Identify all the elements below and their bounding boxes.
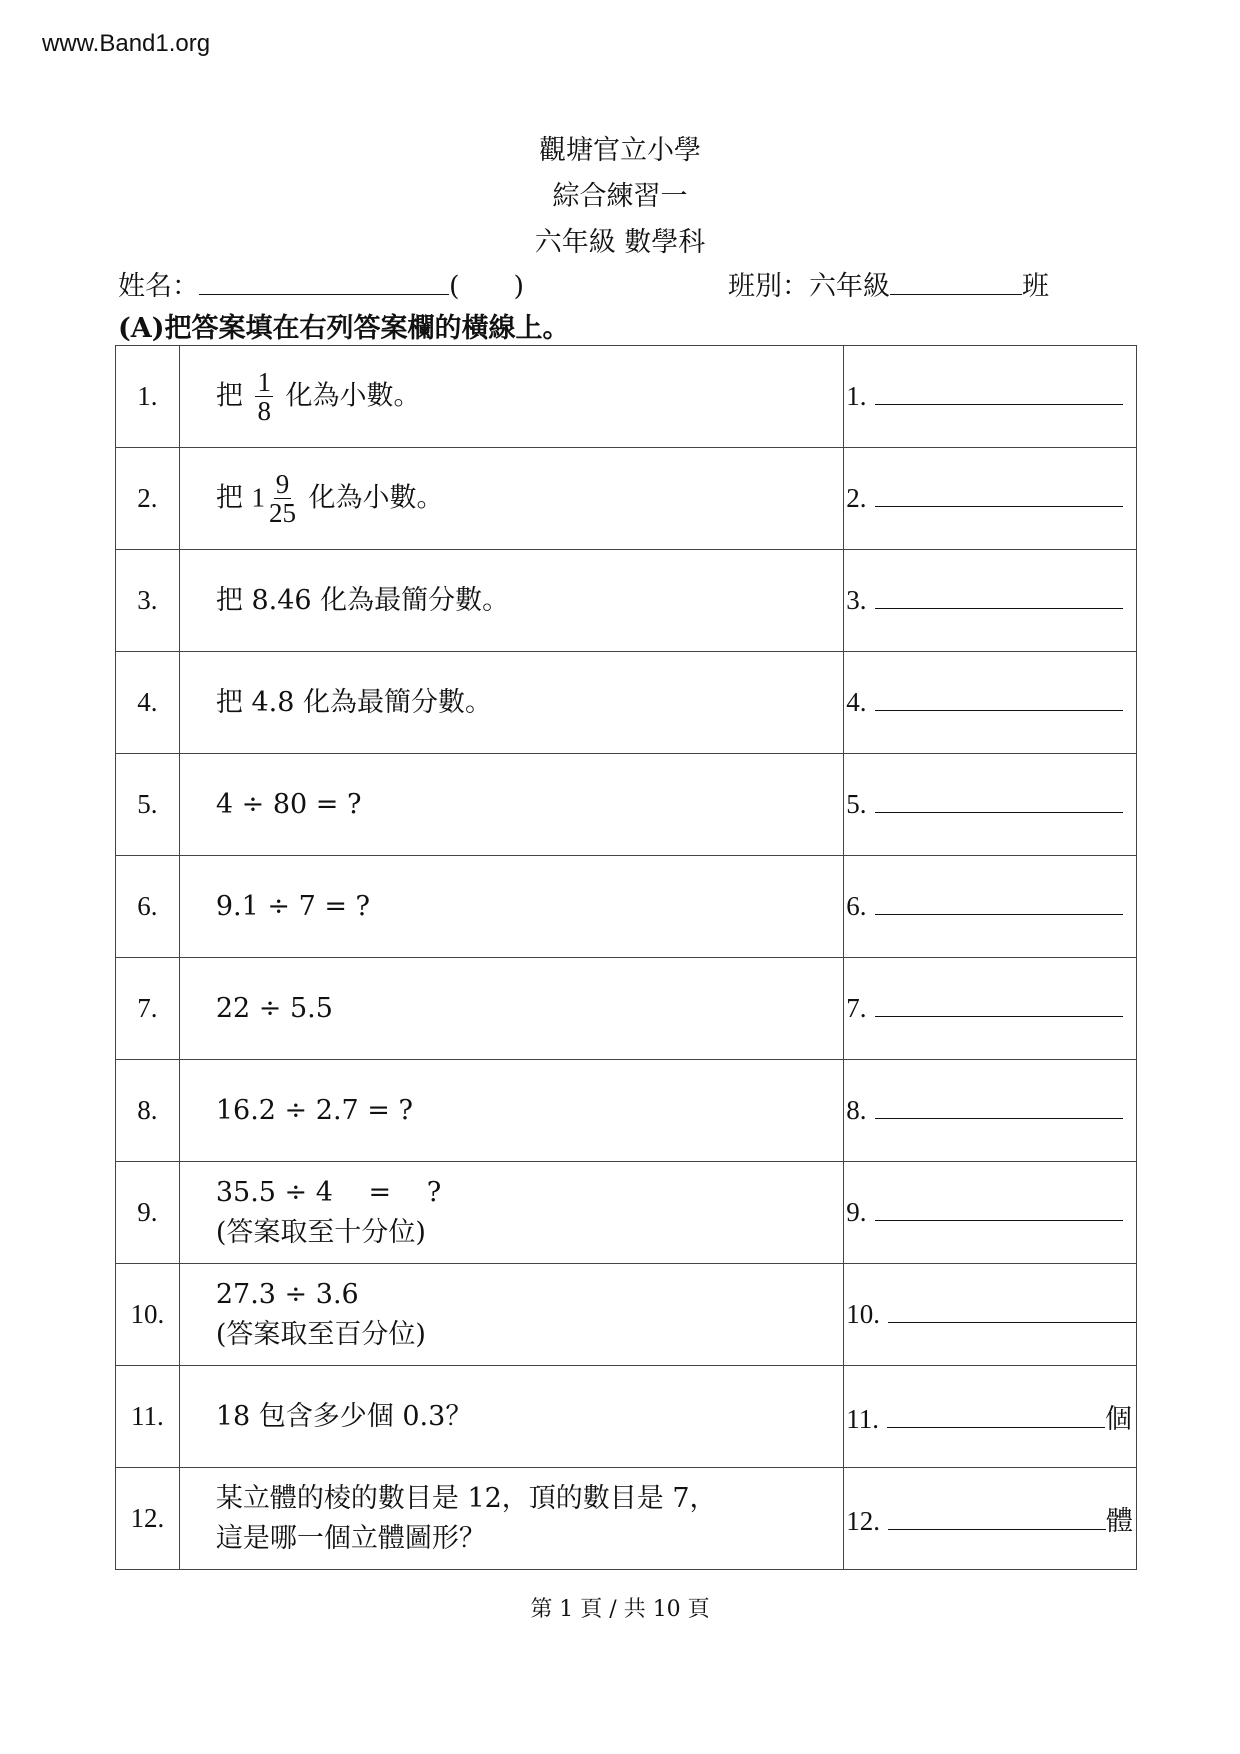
class-number-blank[interactable]: ( ) — [449, 271, 525, 302]
question-cell — [179, 1468, 843, 1570]
class-blank[interactable] — [890, 272, 1022, 295]
table-row — [116, 754, 1137, 856]
question-text: 4 ÷ 80 = ? — [215, 788, 362, 820]
question-note: 這是哪一個立體圖形？ — [215, 1522, 486, 1554]
denominator: 25 — [268, 498, 296, 528]
answer-blank[interactable] — [887, 1405, 1105, 1428]
answer-label: 12. — [846, 1506, 880, 1536]
answer-cell — [844, 1366, 1137, 1468]
question-text: 27.3 ÷ 3.6 — [215, 1279, 359, 1311]
answer-blank[interactable] — [875, 484, 1123, 507]
class-suffix: 班 — [1022, 271, 1049, 302]
answer-blank[interactable] — [888, 1507, 1106, 1530]
answer-blank[interactable] — [875, 790, 1123, 813]
question-cell — [179, 346, 843, 448]
denominator: 8 — [257, 396, 271, 426]
question-number: 9. — [116, 1162, 180, 1264]
question-text: 化為小數。 — [285, 380, 421, 411]
question-number: 4. — [116, 652, 180, 754]
answer-label: 6. — [846, 891, 867, 921]
question-number: 8. — [116, 1060, 180, 1162]
answer-label: 10. — [846, 1299, 880, 1329]
name-blank[interactable] — [199, 272, 449, 295]
numerator: 9 — [275, 468, 290, 499]
question-number: 3. — [116, 550, 180, 652]
table-row — [116, 1468, 1137, 1570]
school-name: 觀塘官立小學 — [539, 135, 701, 166]
question-cell — [179, 1162, 843, 1264]
answer-cell — [844, 1060, 1137, 1162]
answer-blank[interactable] — [875, 586, 1123, 609]
table-row — [116, 958, 1137, 1060]
table-row — [116, 448, 1137, 550]
table-row — [116, 1162, 1137, 1264]
answer-cell — [844, 856, 1137, 958]
question-cell — [179, 754, 843, 856]
answer-unit: 個 — [1105, 1404, 1132, 1434]
table-row — [116, 550, 1137, 652]
answer-label: 5. — [846, 789, 867, 819]
class-field — [728, 264, 1049, 303]
table-row — [116, 1060, 1137, 1162]
question-number: 6. — [116, 856, 180, 958]
section-title: (A)把答案填在右列答案欄的橫線上。 — [118, 313, 570, 344]
answer-blank[interactable] — [875, 382, 1123, 405]
answer-cell — [844, 550, 1137, 652]
class-label: 班別：六年級 — [728, 271, 890, 302]
question-text: 把 — [215, 380, 243, 411]
answer-label: 8. — [846, 1095, 867, 1125]
answer-blank[interactable] — [875, 1096, 1123, 1119]
table-row — [116, 1264, 1137, 1366]
table-row — [116, 1366, 1137, 1468]
answer-cell — [844, 958, 1137, 1060]
question-text: 9.1 ÷ 7 = ? — [215, 890, 371, 922]
question-number: 11. — [116, 1366, 180, 1468]
answer-label: 9. — [846, 1197, 867, 1227]
answer-cell — [844, 754, 1137, 856]
answer-label: 4. — [846, 687, 867, 717]
table-row — [116, 856, 1137, 958]
question-cell — [179, 1264, 843, 1366]
answer-label: 11. — [846, 1404, 879, 1434]
question-text: 把 4.8 化為最簡分數。 — [215, 686, 492, 718]
question-cell — [179, 652, 843, 754]
fraction — [269, 470, 296, 528]
question-cell — [179, 1366, 843, 1468]
question-text: 35.5 ÷ 4 = ? — [215, 1177, 442, 1209]
answer-cell — [844, 1468, 1137, 1570]
question-text: 18 包含多少個 0.3？ — [215, 1400, 473, 1432]
question-number: 12. — [116, 1468, 180, 1570]
answer-blank[interactable] — [875, 994, 1123, 1017]
answer-blank[interactable] — [875, 1198, 1123, 1221]
question-number: 5. — [116, 754, 180, 856]
subject-title: 六年級 數學科 — [534, 227, 706, 258]
question-number: 1. — [116, 346, 180, 448]
question-cell — [179, 550, 843, 652]
question-cell — [179, 958, 843, 1060]
answer-blank[interactable] — [888, 1300, 1136, 1323]
question-cell — [179, 448, 843, 550]
table-row — [116, 652, 1137, 754]
question-note: (答案取至十分位) — [215, 1216, 426, 1248]
answer-cell — [844, 652, 1137, 754]
name-label: 姓名： — [118, 271, 199, 302]
fraction — [255, 368, 273, 426]
question-number: 10. — [116, 1264, 180, 1366]
answer-cell — [844, 448, 1137, 550]
question-note: (答案取至百分位) — [215, 1318, 426, 1350]
question-text: 22 ÷ 5.5 — [215, 992, 333, 1024]
question-table — [115, 345, 1137, 1570]
watermark: www.Band1.org — [42, 30, 211, 57]
question-text: 化為小數。 — [308, 482, 444, 513]
question-text: 16.2 ÷ 2.7 = ? — [215, 1094, 413, 1126]
question-text: 某立體的棱的數目是 12，頂的數目是 7， — [215, 1483, 717, 1515]
table-row — [116, 346, 1137, 448]
question-text: 把 — [215, 482, 243, 513]
answer-unit: 體 — [1106, 1506, 1133, 1536]
question-number: 2. — [116, 448, 180, 550]
answer-cell — [844, 1162, 1137, 1264]
page-footer: 第 1 頁 / 共 10 頁 — [530, 1597, 710, 1622]
answer-label: 7. — [846, 993, 867, 1023]
answer-cell — [844, 1264, 1137, 1366]
answer-label: 2. — [846, 483, 867, 513]
answer-blank[interactable] — [875, 892, 1123, 915]
question-number: 7. — [116, 958, 180, 1060]
answer-label: 1. — [846, 381, 867, 411]
answer-label: 3. — [846, 585, 867, 615]
question-text: 把 8.46 化為最簡分數。 — [215, 584, 510, 616]
exercise-title: 綜合練習一 — [552, 181, 688, 212]
question-cell — [179, 856, 843, 958]
answer-blank[interactable] — [875, 688, 1123, 711]
mixed-whole: 1 — [251, 482, 265, 512]
name-field — [118, 264, 524, 303]
answer-cell — [844, 346, 1137, 448]
numerator: 1 — [257, 366, 271, 397]
question-cell — [179, 1060, 843, 1162]
